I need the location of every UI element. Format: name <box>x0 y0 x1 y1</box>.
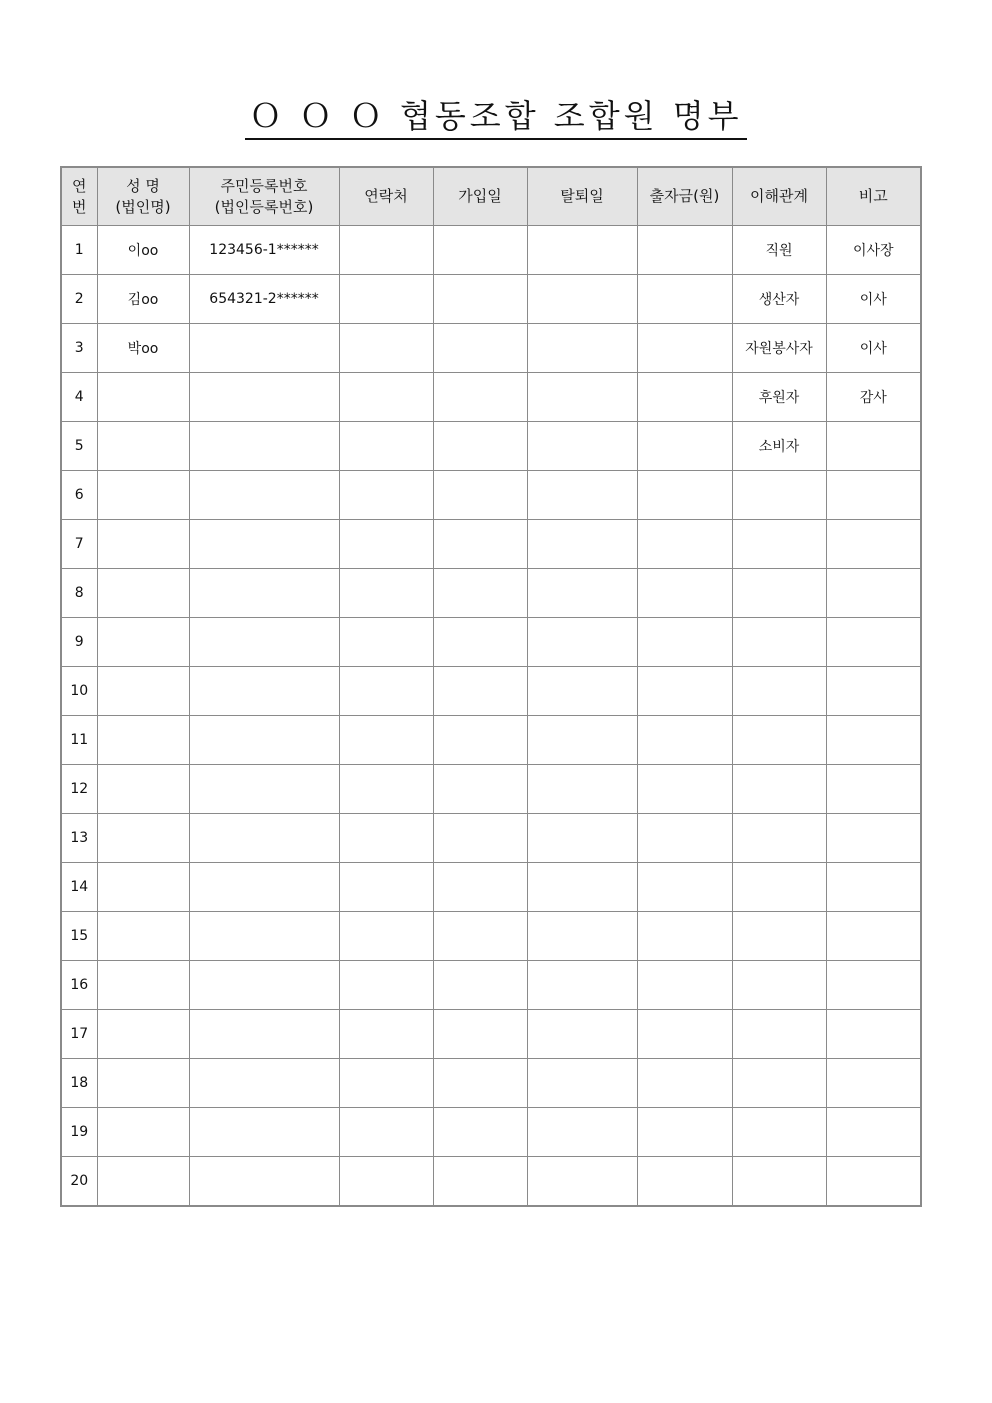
header-capital: 출자금(원) <box>637 167 732 226</box>
header-leave-date: 탈퇴일 <box>527 167 637 226</box>
cell-no: 19 <box>61 1108 97 1157</box>
cell-no: 18 <box>61 1059 97 1108</box>
cell-join-date <box>433 863 527 912</box>
cell-join-date <box>433 226 527 275</box>
cell-note <box>826 912 921 961</box>
cell-contact <box>339 863 433 912</box>
table-row <box>61 422 921 471</box>
cell-join-date <box>433 324 527 373</box>
cell-name <box>97 618 189 667</box>
cell-join-date <box>433 275 527 324</box>
cell-no: 17 <box>61 1010 97 1059</box>
cell-no: 13 <box>61 814 97 863</box>
table-row <box>61 275 921 324</box>
cell-relation <box>732 1108 826 1157</box>
cell-leave-date <box>527 961 637 1010</box>
cell-join-date <box>433 618 527 667</box>
cell-capital <box>637 1108 732 1157</box>
cell-note <box>826 569 921 618</box>
cell-relation <box>732 863 826 912</box>
cell-id-number <box>189 324 339 373</box>
cell-contact <box>339 765 433 814</box>
table-row <box>61 814 921 863</box>
cell-name <box>97 863 189 912</box>
cell-join-date <box>433 1108 527 1157</box>
cell-contact <box>339 1010 433 1059</box>
cell-id-number <box>189 667 339 716</box>
cell-capital <box>637 471 732 520</box>
cell-join-date <box>433 422 527 471</box>
cell-leave-date <box>527 422 637 471</box>
cell-name <box>97 961 189 1010</box>
cell-note: 이사장 <box>826 226 921 275</box>
cell-leave-date <box>527 1157 637 1207</box>
table-row <box>61 569 921 618</box>
cell-contact <box>339 716 433 765</box>
cell-join-date <box>433 912 527 961</box>
cell-no: 20 <box>61 1157 97 1207</box>
table-row <box>61 961 921 1010</box>
header-note: 비고 <box>826 167 921 226</box>
cell-contact <box>339 1157 433 1207</box>
cell-join-date <box>433 961 527 1010</box>
table-row <box>61 1059 921 1108</box>
cell-note <box>826 667 921 716</box>
cell-no: 2 <box>61 275 97 324</box>
member-roster-table <box>60 166 922 1207</box>
cell-contact <box>339 618 433 667</box>
cell-note <box>826 1108 921 1157</box>
cell-leave-date <box>527 324 637 373</box>
cell-name: 박oo <box>97 324 189 373</box>
cell-contact <box>339 324 433 373</box>
header-no <box>61 167 97 226</box>
cell-id-number <box>189 1010 339 1059</box>
cell-note <box>826 520 921 569</box>
cell-leave-date <box>527 667 637 716</box>
cell-id-number: 654321-2****** <box>189 275 339 324</box>
cell-name <box>97 912 189 961</box>
cell-note <box>826 1010 921 1059</box>
cell-capital <box>637 863 732 912</box>
cell-leave-date <box>527 814 637 863</box>
cell-note <box>826 961 921 1010</box>
cell-id-number <box>189 716 339 765</box>
cell-relation: 자원봉사자 <box>732 324 826 373</box>
cell-relation <box>732 1010 826 1059</box>
cell-name <box>97 471 189 520</box>
cell-contact <box>339 1108 433 1157</box>
cell-name <box>97 520 189 569</box>
cell-leave-date <box>527 373 637 422</box>
cell-note <box>826 618 921 667</box>
cell-join-date <box>433 373 527 422</box>
cell-relation <box>732 814 826 863</box>
table-row <box>61 1010 921 1059</box>
cell-contact <box>339 226 433 275</box>
cell-id-number <box>189 912 339 961</box>
table-row <box>61 1157 921 1207</box>
header-no-line2: 번 <box>72 197 87 216</box>
cell-relation <box>732 912 826 961</box>
cell-capital <box>637 961 732 1010</box>
cell-leave-date <box>527 1010 637 1059</box>
table-row <box>61 226 921 275</box>
cell-id-number <box>189 863 339 912</box>
cell-no: 4 <box>61 373 97 422</box>
header-contact: 연락처 <box>339 167 433 226</box>
cell-capital <box>637 520 732 569</box>
cell-no: 14 <box>61 863 97 912</box>
header-row <box>61 167 921 226</box>
table-row <box>61 716 921 765</box>
cell-no: 1 <box>61 226 97 275</box>
table-row <box>61 373 921 422</box>
table-row <box>61 471 921 520</box>
cell-note <box>826 471 921 520</box>
cell-no: 6 <box>61 471 97 520</box>
cell-relation <box>732 1157 826 1207</box>
cell-leave-date <box>527 863 637 912</box>
cell-capital <box>637 765 732 814</box>
cell-join-date <box>433 1059 527 1108</box>
cell-join-date <box>433 569 527 618</box>
cell-join-date <box>433 1157 527 1207</box>
cell-capital <box>637 422 732 471</box>
cell-relation <box>732 667 826 716</box>
cell-capital <box>637 1059 732 1108</box>
cell-id-number: 123456-1****** <box>189 226 339 275</box>
cell-name <box>97 373 189 422</box>
cell-note <box>826 422 921 471</box>
cell-id-number <box>189 471 339 520</box>
cell-relation: 생산자 <box>732 275 826 324</box>
cell-id-number <box>189 373 339 422</box>
cell-id-number <box>189 814 339 863</box>
cell-leave-date <box>527 520 637 569</box>
cell-id-number <box>189 1108 339 1157</box>
cell-contact <box>339 471 433 520</box>
cell-note <box>826 1059 921 1108</box>
cell-name <box>97 569 189 618</box>
cell-note <box>826 1157 921 1207</box>
cell-relation <box>732 520 826 569</box>
cell-relation <box>732 471 826 520</box>
cell-contact <box>339 520 433 569</box>
cell-contact <box>339 912 433 961</box>
cell-note <box>826 814 921 863</box>
cell-id-number <box>189 961 339 1010</box>
cell-name <box>97 716 189 765</box>
cell-contact <box>339 373 433 422</box>
cell-no: 15 <box>61 912 97 961</box>
cell-contact <box>339 667 433 716</box>
header-id-line2: (법인등록번호) <box>214 197 314 216</box>
header-id-line1: 주민등록번호 <box>220 176 308 195</box>
cell-leave-date <box>527 471 637 520</box>
cell-join-date <box>433 667 527 716</box>
cell-leave-date <box>527 1108 637 1157</box>
cell-name <box>97 814 189 863</box>
cell-no: 7 <box>61 520 97 569</box>
page-title: Ｏ Ｏ Ｏ 협동조합 조합원 명부 <box>245 96 746 140</box>
cell-no: 3 <box>61 324 97 373</box>
cell-join-date <box>433 1010 527 1059</box>
cell-relation <box>732 569 826 618</box>
cell-relation <box>732 716 826 765</box>
cell-relation <box>732 618 826 667</box>
table-row <box>61 863 921 912</box>
cell-capital <box>637 667 732 716</box>
cell-join-date <box>433 471 527 520</box>
header-relation: 이해관계 <box>732 167 826 226</box>
cell-relation <box>732 765 826 814</box>
cell-join-date <box>433 814 527 863</box>
cell-contact <box>339 275 433 324</box>
cell-id-number <box>189 520 339 569</box>
header-id <box>189 167 339 226</box>
header-join-date: 가입일 <box>433 167 527 226</box>
cell-id-number <box>189 422 339 471</box>
cell-leave-date <box>527 1059 637 1108</box>
cell-id-number <box>189 618 339 667</box>
cell-leave-date <box>527 226 637 275</box>
cell-contact <box>339 422 433 471</box>
table-row <box>61 520 921 569</box>
table-row <box>61 618 921 667</box>
cell-name <box>97 1010 189 1059</box>
cell-no: 11 <box>61 716 97 765</box>
cell-join-date <box>433 765 527 814</box>
cell-id-number <box>189 1157 339 1207</box>
cell-relation: 직원 <box>732 226 826 275</box>
header-name-line2: (법인명) <box>115 197 171 216</box>
table-row <box>61 912 921 961</box>
table-row <box>61 324 921 373</box>
cell-capital <box>637 373 732 422</box>
cell-no: 5 <box>61 422 97 471</box>
cell-no: 16 <box>61 961 97 1010</box>
cell-leave-date <box>527 716 637 765</box>
cell-join-date <box>433 520 527 569</box>
cell-leave-date <box>527 618 637 667</box>
cell-relation <box>732 1059 826 1108</box>
cell-name <box>97 765 189 814</box>
cell-relation: 후원자 <box>732 373 826 422</box>
cell-leave-date <box>527 765 637 814</box>
cell-no: 8 <box>61 569 97 618</box>
cell-leave-date <box>527 569 637 618</box>
cell-capital <box>637 716 732 765</box>
cell-name <box>97 422 189 471</box>
cell-capital <box>637 275 732 324</box>
cell-note <box>826 716 921 765</box>
cell-name <box>97 1108 189 1157</box>
cell-capital <box>637 226 732 275</box>
cell-id-number <box>189 1059 339 1108</box>
header-name <box>97 167 189 226</box>
cell-contact <box>339 961 433 1010</box>
table-row <box>61 667 921 716</box>
cell-join-date <box>433 716 527 765</box>
cell-contact <box>339 569 433 618</box>
cell-name <box>97 1059 189 1108</box>
cell-name <box>97 667 189 716</box>
cell-no: 12 <box>61 765 97 814</box>
table-row <box>61 1108 921 1157</box>
cell-capital <box>637 618 732 667</box>
cell-note: 이사 <box>826 324 921 373</box>
cell-id-number <box>189 569 339 618</box>
cell-relation: 소비자 <box>732 422 826 471</box>
cell-capital <box>637 912 732 961</box>
cell-note: 감사 <box>826 373 921 422</box>
cell-note <box>826 863 921 912</box>
cell-capital <box>637 569 732 618</box>
cell-note <box>826 765 921 814</box>
cell-name <box>97 1157 189 1207</box>
cell-capital <box>637 1157 732 1207</box>
table-body <box>61 226 921 1207</box>
cell-capital <box>637 1010 732 1059</box>
cell-no: 9 <box>61 618 97 667</box>
cell-leave-date <box>527 912 637 961</box>
cell-capital <box>637 324 732 373</box>
header-name-line1: 성 명 <box>126 176 160 195</box>
cell-capital <box>637 814 732 863</box>
title-container <box>0 96 992 140</box>
cell-leave-date <box>527 275 637 324</box>
table-row <box>61 765 921 814</box>
cell-contact <box>339 814 433 863</box>
header-no-line1: 연 <box>72 176 87 195</box>
cell-id-number <box>189 765 339 814</box>
table-header <box>61 167 921 226</box>
cell-contact <box>339 1059 433 1108</box>
cell-name: 이oo <box>97 226 189 275</box>
cell-note: 이사 <box>826 275 921 324</box>
cell-no: 10 <box>61 667 97 716</box>
cell-relation <box>732 961 826 1010</box>
cell-name: 김oo <box>97 275 189 324</box>
